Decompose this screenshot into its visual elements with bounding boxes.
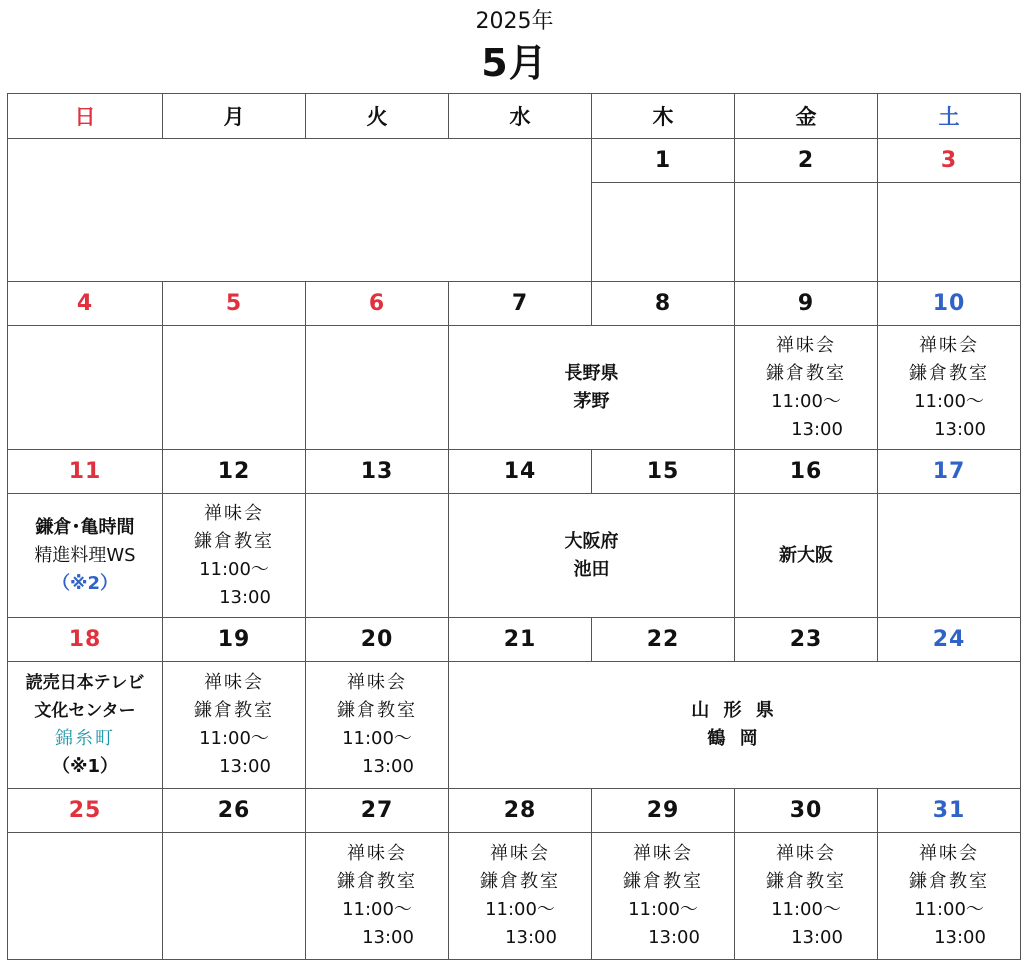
weekday-monday: 月	[163, 94, 306, 139]
event-osaka-ikeda	[449, 494, 735, 618]
weekday-tuesday: 火	[306, 94, 449, 139]
event-title: 長野県	[564, 362, 619, 384]
date-cell: 14	[449, 450, 592, 494]
event-yomiuri-culture-center	[8, 662, 163, 789]
week-3-dates	[8, 450, 1021, 494]
event-cell	[306, 494, 449, 618]
weekday-sunday: 日	[8, 94, 163, 139]
weekday-friday: 金	[735, 94, 878, 139]
date-cell: 18	[8, 618, 163, 662]
date-cell: 4	[8, 282, 163, 326]
event-subtitle: 池田	[573, 558, 610, 580]
event-cell	[735, 183, 878, 282]
event-title: 読売日本テレビ	[25, 673, 145, 693]
lesson-end: 13:00	[505, 927, 557, 948]
event-cell	[163, 326, 306, 450]
weekday-wednesday: 水	[449, 94, 592, 139]
lesson-venue: 鎌倉教室	[766, 362, 846, 384]
date-cell: 2	[735, 139, 878, 183]
lesson-end: 13:00	[791, 418, 843, 440]
date-cell: 12	[163, 450, 306, 494]
calendar-month: 5月	[481, 41, 548, 85]
date-cell: 13	[306, 450, 449, 494]
date-cell: 3	[878, 139, 1021, 183]
event-title: 大阪府	[564, 530, 619, 552]
date-cell: 27	[306, 789, 449, 833]
lesson-name: 禅味会	[919, 334, 979, 356]
lesson-start: 11:00～	[771, 899, 841, 920]
lesson-name: 禅味会	[490, 843, 550, 864]
event-cell	[163, 833, 306, 960]
lesson-start: 11:00～	[342, 899, 412, 920]
date-cell: 30	[735, 789, 878, 833]
event-title: 山 形 県	[691, 700, 778, 721]
date-cell: 1	[592, 139, 735, 183]
event-zenmikai-lesson	[163, 494, 306, 618]
lesson-start: 11:00～	[199, 728, 269, 749]
week-2-dates	[8, 282, 1021, 326]
event-title: 新大阪	[779, 544, 833, 566]
lesson-end: 13:00	[362, 756, 414, 777]
lesson-name: 禅味会	[204, 672, 264, 693]
event-subtitle: 精進料理WS	[34, 544, 136, 566]
lesson-venue: 鎌倉教室	[194, 700, 274, 721]
event-kamakura-kame-jikan	[8, 494, 163, 618]
lesson-venue: 鎌倉教室	[194, 530, 274, 552]
date-cell: 20	[306, 618, 449, 662]
lesson-start: 11:00～	[628, 899, 698, 920]
event-shin-osaka	[735, 494, 878, 618]
event-subtitle: 鶴 岡	[707, 728, 762, 749]
lesson-start: 11:00～	[342, 728, 412, 749]
date-cell: 9	[735, 282, 878, 326]
date-cell: 19	[163, 618, 306, 662]
date-cell: 22	[592, 618, 735, 662]
date-cell: 11	[8, 450, 163, 494]
event-note: （※2）	[51, 572, 119, 594]
event-subtitle: 文化センター	[34, 701, 136, 721]
event-zenmikai-lesson	[306, 662, 449, 789]
event-yamagata-tsuruoka	[449, 662, 1021, 789]
date-cell: 10	[878, 282, 1021, 326]
date-cell: 25	[8, 789, 163, 833]
date-cell: 26	[163, 789, 306, 833]
event-zenmikai-lesson	[878, 326, 1021, 450]
date-cell: 16	[735, 450, 878, 494]
event-zenmikai-lesson	[449, 833, 592, 960]
week-4-events	[8, 662, 1021, 789]
weekday-header-row	[8, 94, 1021, 139]
event-cell	[878, 494, 1021, 618]
event-nagano-chino	[449, 326, 735, 450]
lesson-venue: 鎌倉教室	[337, 871, 417, 892]
week-1-dates	[8, 139, 1021, 183]
lesson-venue: 鎌倉教室	[337, 700, 417, 721]
lesson-venue: 鎌倉教室	[623, 871, 703, 892]
date-cell: 8	[592, 282, 735, 326]
date-cell: 29	[592, 789, 735, 833]
lesson-name: 禅味会	[919, 843, 979, 864]
date-cell: 7	[449, 282, 592, 326]
lesson-start: 11:00～	[771, 390, 841, 412]
lesson-name: 禅味会	[347, 843, 407, 864]
week-4-dates	[8, 618, 1021, 662]
week-5-events	[8, 833, 1021, 960]
weekday-saturday: 土	[878, 94, 1021, 139]
lesson-start: 11:00～	[199, 558, 269, 580]
event-zenmikai-lesson	[735, 833, 878, 960]
lesson-venue: 鎌倉教室	[766, 871, 846, 892]
lesson-name: 禅味会	[776, 334, 836, 356]
event-cell	[8, 833, 163, 960]
week-2-events	[8, 326, 1021, 450]
lesson-venue: 鎌倉教室	[480, 871, 560, 892]
calendar-year: 2025年	[475, 9, 554, 34]
event-note: （※1）	[51, 756, 119, 777]
lesson-start: 11:00～	[485, 899, 555, 920]
date-cell: 15	[592, 450, 735, 494]
lesson-venue: 鎌倉教室	[909, 871, 989, 892]
lesson-end: 13:00	[219, 586, 271, 608]
lesson-end: 13:00	[648, 927, 700, 948]
lesson-start: 11:00～	[914, 390, 984, 412]
lesson-venue: 鎌倉教室	[909, 362, 989, 384]
event-zenmikai-lesson	[306, 833, 449, 960]
lesson-end: 13:00	[934, 418, 986, 440]
lesson-end: 13:00	[791, 927, 843, 948]
event-cell	[306, 326, 449, 450]
week-5-dates	[8, 789, 1021, 833]
date-cell: 23	[735, 618, 878, 662]
lesson-end: 13:00	[934, 927, 986, 948]
event-cell	[592, 183, 735, 282]
event-zenmikai-lesson	[878, 833, 1021, 960]
event-zenmikai-lesson	[735, 326, 878, 450]
calendar-grid	[7, 93, 1021, 960]
lesson-name: 禅味会	[776, 843, 836, 864]
date-cell: 28	[449, 789, 592, 833]
lesson-end: 13:00	[362, 927, 414, 948]
date-cell: 5	[163, 282, 306, 326]
lesson-name: 禅味会	[633, 843, 693, 864]
date-cell: 24	[878, 618, 1021, 662]
event-title: 鎌倉･亀時間	[35, 516, 135, 538]
date-cell: 17	[878, 450, 1021, 494]
event-cell	[8, 326, 163, 450]
week-3-events	[8, 494, 1021, 618]
date-cell: 31	[878, 789, 1021, 833]
date-cell: 21	[449, 618, 592, 662]
event-zenmikai-lesson	[592, 833, 735, 960]
date-cell: 6	[306, 282, 449, 326]
lesson-name: 禅味会	[204, 502, 264, 524]
lesson-name: 禅味会	[347, 672, 407, 693]
event-zenmikai-lesson	[163, 662, 306, 789]
event-cell	[878, 183, 1021, 282]
event-location: 錦糸町	[55, 728, 115, 749]
weekday-thursday: 木	[592, 94, 735, 139]
lesson-end: 13:00	[219, 756, 271, 777]
event-subtitle: 茅野	[573, 390, 610, 412]
lesson-start: 11:00～	[914, 899, 984, 920]
empty-cell	[8, 139, 592, 282]
